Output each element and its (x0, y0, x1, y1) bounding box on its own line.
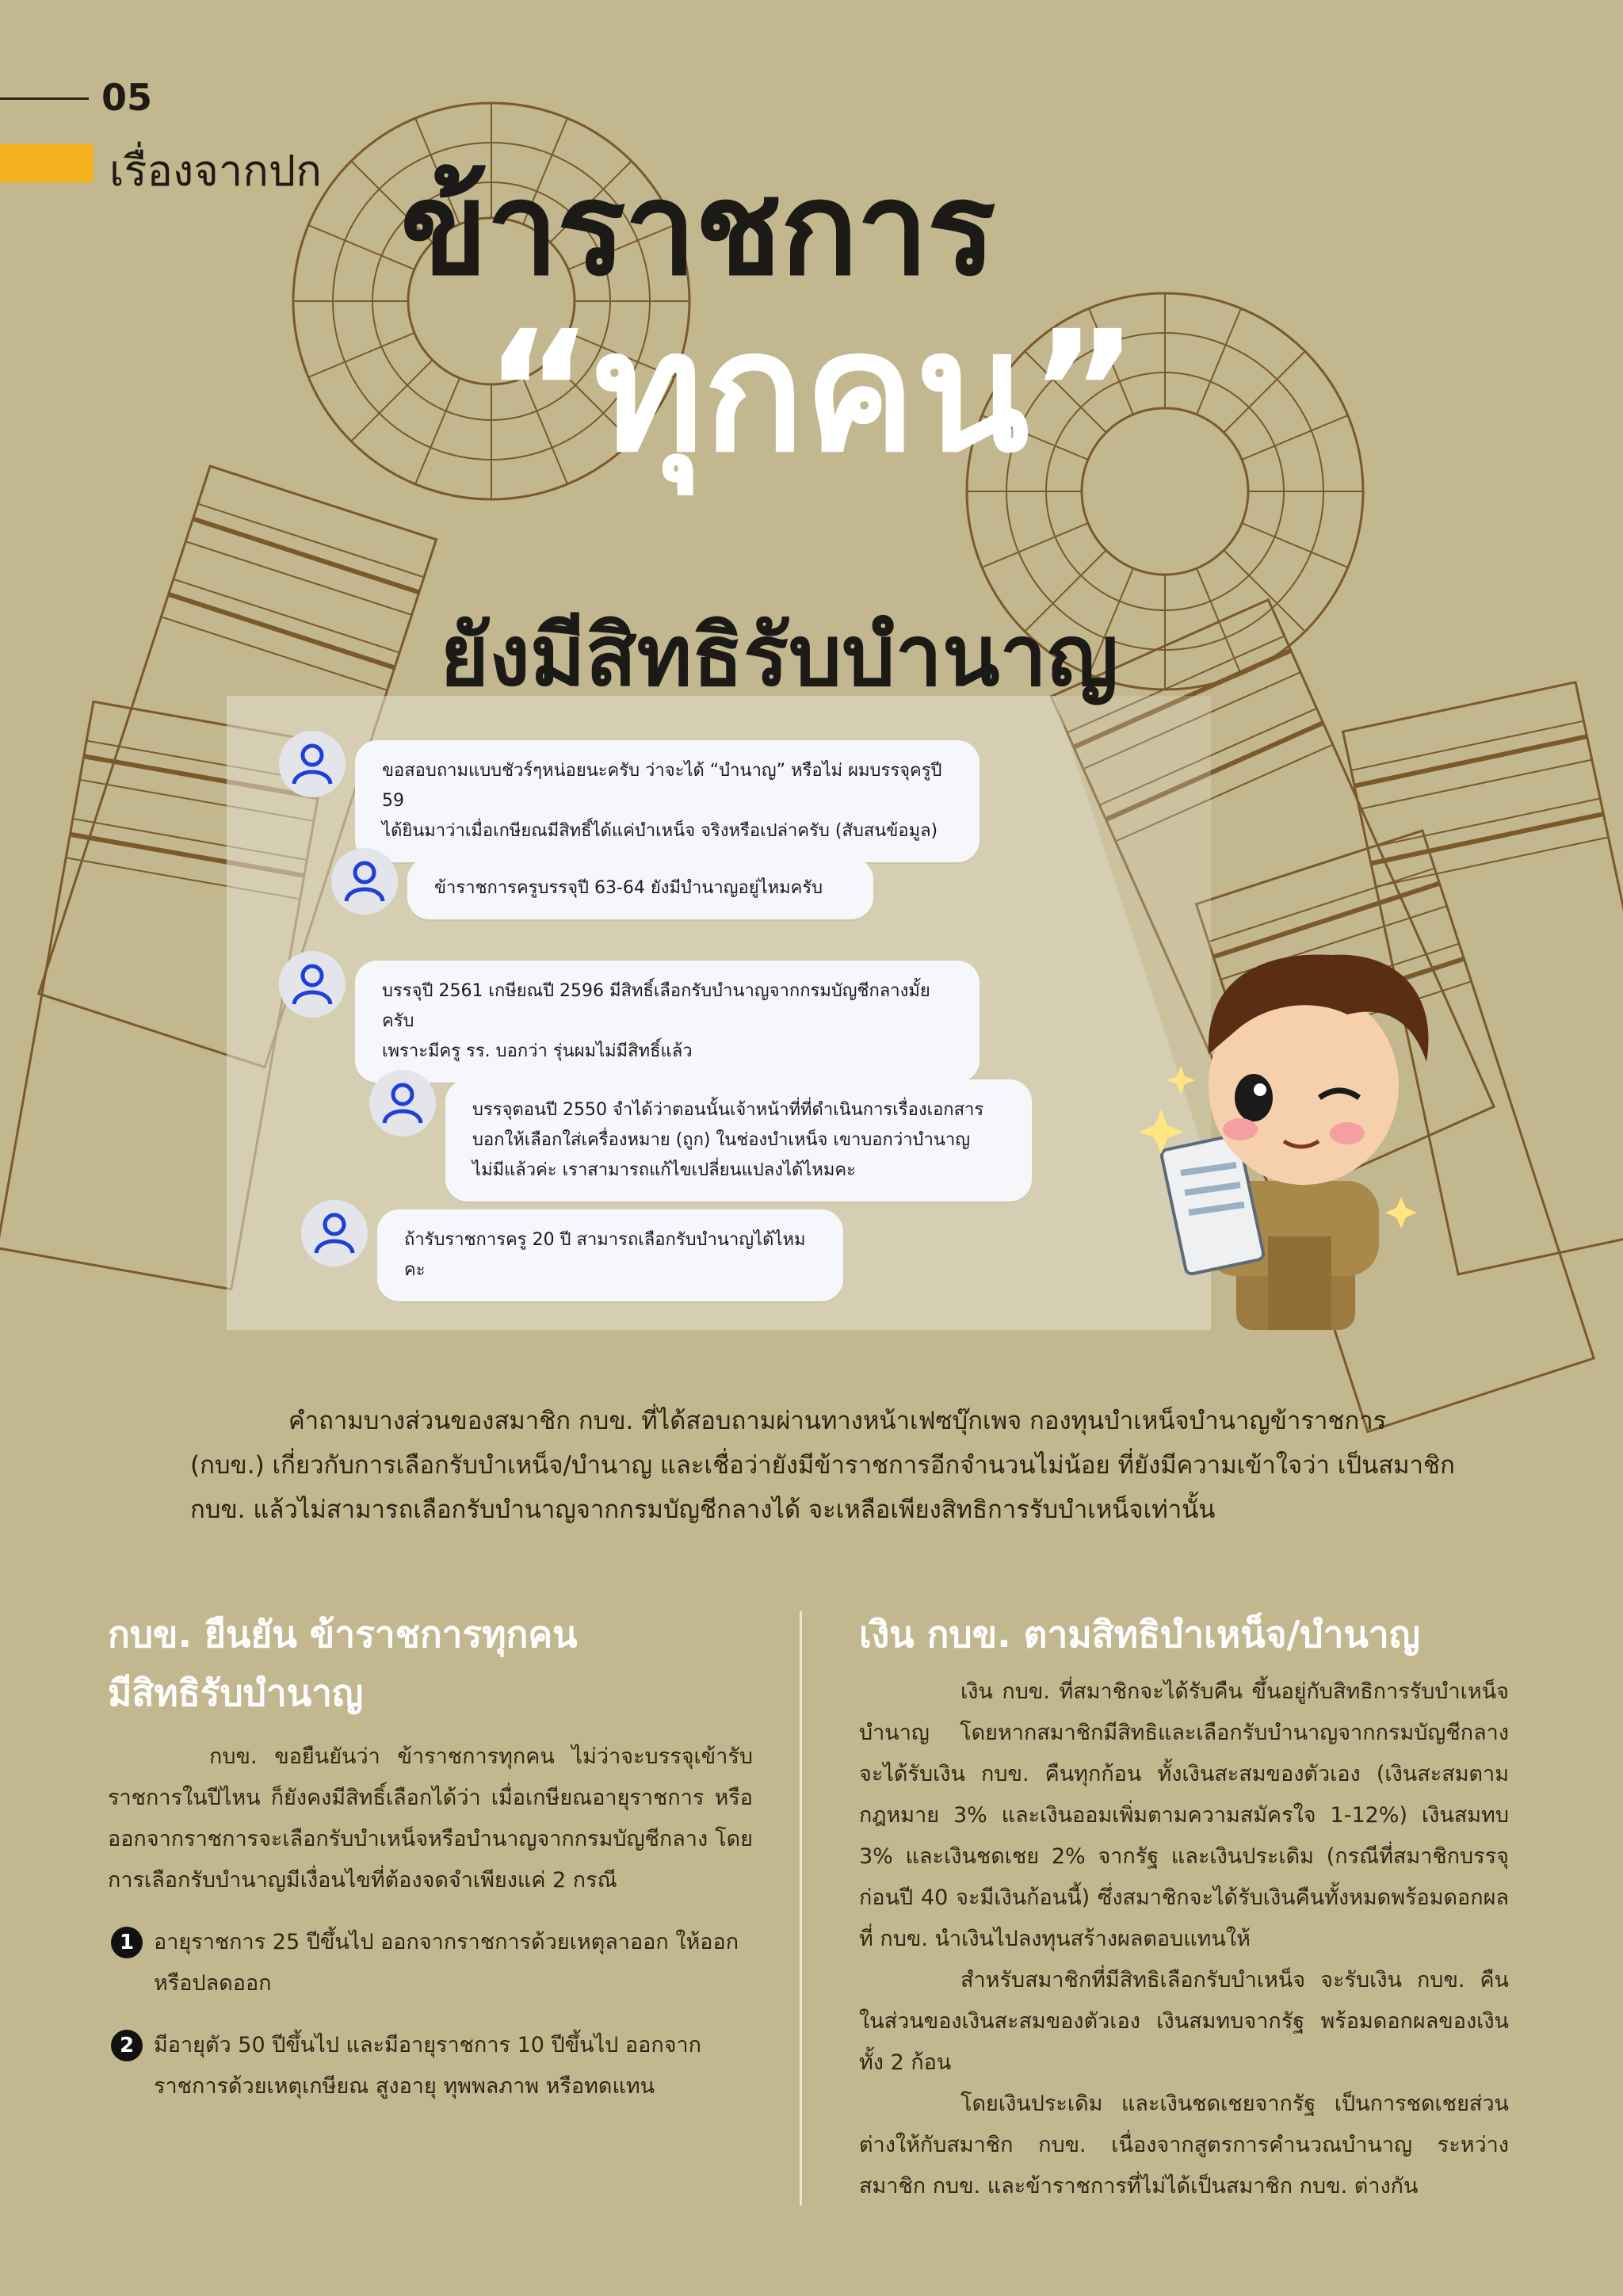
page-number: 05 (101, 76, 153, 119)
chat-message (279, 740, 980, 862)
chat-text: บรรจุปี 2561 เกษียณปี 2596 มีสิทธิ์เลือกรับบำนาญจากกรมบัญชีกลางมั้ยครับ (382, 981, 930, 1031)
left-column (108, 1605, 753, 2107)
chat-text: ถ้ารับราชการครู 20 ปี สามารถเลือกรับบำนาญได้ไหมคะ (404, 1230, 806, 1280)
user-avatar-icon (279, 951, 346, 1018)
member-questions-panel (227, 696, 1211, 1330)
headline-line-3: ยังมีสิทธิรับบำนาญ (440, 607, 1119, 705)
user-avatar-icon (369, 1070, 436, 1137)
intro-line: กบข. แล้วไม่สามารถเลือกรับบำนาญจากกรมบัญชีกลางได้ จะเหลือเพียงสิทธิการรับบำเหน็จเท่านั้น (190, 1496, 1216, 1524)
left-column-heading-line-1: กบข. ยืนยัน ข้าราชการทุกคน (108, 1613, 578, 1656)
chat-bubble (355, 740, 980, 862)
condition-item (108, 2025, 753, 2107)
user-avatar-icon (301, 1200, 368, 1266)
left-column-paragraph: กบข. ขอยืนยันว่า ข้าราชการทุกคน ไม่ว่าจะบรรจุเข้ารับราชการในปีไหน ก็ยังคงมีสิทธิ์เลือกได้ว่า เมื่อเกษียณอายุราชการ หรือออกจากราชการจะเลือกรับบำเหน็จหรือบำนาญจากกรมบัญชีกลาง โดยการเลือกรับบำนาญมีเงื่อนไขที่ต้องจดจำเพียงแค่ 2 กรณี (108, 1744, 753, 1893)
right-column-paragraph-1: เงิน กบข. ที่สมาชิกจะได้รับคืน ขึ้นอยู่กับสิทธิการรับบำเหน็จบำนาญ โดยหากสมาชิกมีสิทธิและเลือกรับบำนาญจากกรมบัญชีกลาง จะได้รับเงิน กบข. คืนทุกก้อน ทั้งเงินสะสมของตัวเอง (เงินสะสมตามกฎหมาย 3% และเงินออมเพิ่มตามความสมัครใจ 1-12%) เงินสมทบ 3% และเงินชดเชย 2% จากรัฐ และเงินประเดิม (กรณีที่สมาชิกบรรจุก่อนปี 40 จะมีเงินก้อนนี้) ซึ่งสมาชิกจะได้รับเงินคืนทั้งหมดพร้อมดอกผลที่ กบข. นำเงินไปลงทุนสร้างผลตอบแทนให้ (859, 1679, 1509, 1951)
chat-text: ขอสอบถามแบบชัวร์ๆหน่อยนะครับ ว่าจะได้ “บำนาญ” หรือไม่ ผมบรรจุครูปี 59 (382, 761, 942, 811)
right-column-paragraph-2: สำหรับสมาชิกที่มีสิทธิเลือกรับบำเหน็จ จะรับเงิน กบข. คืนในส่วนของเงินสะสมของตัวเอง เงินสมทบจากรัฐ พร้อมดอกผลของเงินทั้ง 2 ก้อน (859, 1968, 1509, 2075)
chat-message (331, 858, 873, 924)
header-rule (0, 97, 89, 100)
chat-message (279, 961, 980, 1083)
chat-bubble (355, 961, 980, 1083)
chat-text: ข้าราชการครูบรรจุปี 63-64 ยังมีบำนาญอยู่ไหมครับ (434, 878, 823, 898)
headline-line-1: ข้าราชการ (400, 155, 995, 304)
number-badge-2: 2 (111, 2030, 143, 2061)
intro-line: (กบข.) เกี่ยวกับการเลือกรับบำเหน็จ/บำนาญ และเชื่อว่ายังมีข้าราชการอีกจำนวนไม่น้อย ที่ยังมีความเข้าใจว่า เป็นสมาชิก (190, 1451, 1455, 1480)
chat-message (301, 1209, 843, 1301)
number-badge-1: 1 (111, 1927, 143, 1958)
chat-text: เพราะมีครู รร. บอกว่า รุ่นผมไม่มีสิทธิ์แล้ว (382, 1041, 693, 1061)
user-avatar-icon (331, 848, 398, 915)
chat-text: ไม่มีแล้วค่ะ เราสามารถแก้ไขเปลี่ยนแปลงได้ไหมคะ (472, 1160, 856, 1180)
right-column-paragraph-3: โดยเงินประเดิม และเงินชดเชยจากรัฐ เป็นการชดเชยส่วนต่างให้กับสมาชิก กบข. เนื่องจากสูตรการคำนวณบำนาญ ระหว่างสมาชิก กบข. และข้าราชการที่ไม่ได้เป็นสมาชิก กบข. ต่างกัน (859, 2092, 1509, 2199)
column-divider (800, 1611, 802, 2206)
right-column-heading: เงิน กบข. ตามสิทธิบำเหน็จ/บำนาญ (859, 1613, 1420, 1656)
chat-bubble (377, 1209, 843, 1301)
right-column (859, 1605, 1509, 2207)
chat-message (369, 1079, 1032, 1201)
user-avatar-icon (279, 731, 346, 797)
chat-text: ได้ยินมาว่าเมื่อเกษียณมีสิทธิ์ได้แค่บำเหน็จ จริงหรือเปล่าครับ (สับสนข้อมูล) (382, 821, 938, 841)
intro-paragraph (190, 1399, 1458, 1532)
intro-line: คำถามบางส่วนของสมาชิก กบข. ที่ได้สอบถามผ่านทางหน้าเฟซบุ๊กเพจ กองทุนบำเหน็จบำนาญข้าราชการ (288, 1407, 1387, 1435)
condition-item (108, 1922, 753, 2004)
chat-bubble (407, 858, 873, 919)
section-title: เรื่องจากปก (109, 146, 322, 196)
condition-text: อายุราชการ 25 ปีขึ้นไป ออกจากราชการด้วยเหตุลาออก ให้ออกหรือปลดออก (154, 1930, 739, 1996)
headline-line-2: “ทุกคน” (484, 295, 1139, 489)
section-accent-bar (0, 144, 94, 182)
condition-text: มีอายุตัว 50 ปีขึ้นไป และมีอายุราชการ 10 ปีขึ้นไป ออกจากราชการด้วยเหตุเกษียณ สูงอายุ ทุพพลภาพ หรือทดแทน (154, 2033, 701, 2099)
chat-text: บรรจุตอนปี 2550 จำได้ว่าตอนนั้นเจ้าหน้าที่ที่ดำเนินการเรื่องเอกสาร (472, 1100, 984, 1120)
left-column-heading-line-2: มีสิทธิรับบำนาญ (108, 1671, 364, 1714)
chat-bubble (445, 1079, 1032, 1201)
chat-text: บอกให้เลือกใส่เครื่องหมาย (ถูก) ในช่องบำเหน็จ เขาบอกว่าบำนาญ (472, 1130, 970, 1150)
